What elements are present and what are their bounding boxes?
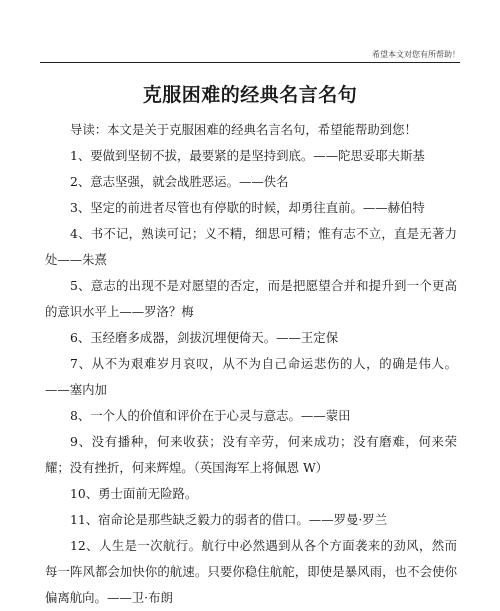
quote-item: 11、宿命论是那些缺乏毅力的弱者的借口。——罗曼·罗兰 (70, 512, 388, 527)
quote-item: 2、意志坚强，就会战胜恶运。——佚名 (70, 174, 289, 189)
quote-item: 12、人生是一次航行。航行中必然遇到从各个方面袭来的劲风，然而每一阵风都会加快你的航速。只要你稳住航舵，即使是暴风雨，也不会使你偏离航向。——卫·布朗 (45, 538, 457, 605)
quote-item: 6、玉经磨多成器，剑拔沉埋便倚天。——王定保 (70, 330, 339, 345)
header-divider (40, 62, 460, 63)
intro-paragraph: 导读：本文是关于克服困难的经典名言名句，希望能帮助到您！ (70, 122, 417, 137)
document-title: 克服困难的经典名言名句 (142, 84, 358, 106)
quote-item: 7、从不为艰难岁月哀叹，从不为自己命运悲伤的人，的确是伟人。——塞内加 (45, 356, 457, 397)
quote-item: 8、一个人的价值和评价在于心灵与意志。——蒙田 (70, 408, 351, 423)
quote-item: 9、没有播种，何来收获；没有辛劳，何来成功；没有磨难，何来荣耀；没有挫折，何来辉煌。（英国海军上将佩恩 W） (45, 434, 457, 475)
header-note: 希望本文对您有所帮助！ (372, 50, 460, 59)
quote-item: 4、书不记，熟读可记；义不精，细思可精；惟有志不立，直是无著力处——朱熹 (45, 226, 457, 267)
quote-item: 1、要做到坚韧不拔，最要紧的是坚持到底。——陀思妥耶夫斯基 (70, 148, 425, 163)
quote-item: 10、勇士面前无险路。 (70, 486, 198, 501)
quote-item: 5、意志的出现不是对愿望的否定，而是把愿望合并和提升到一个更高的意识水平上——罗洛？梅 (45, 278, 457, 319)
document-body (45, 117, 457, 611)
quote-item: 3、坚定的前进者尽管也有停歇的时候，却勇往直前。——赫伯特 (70, 200, 425, 215)
